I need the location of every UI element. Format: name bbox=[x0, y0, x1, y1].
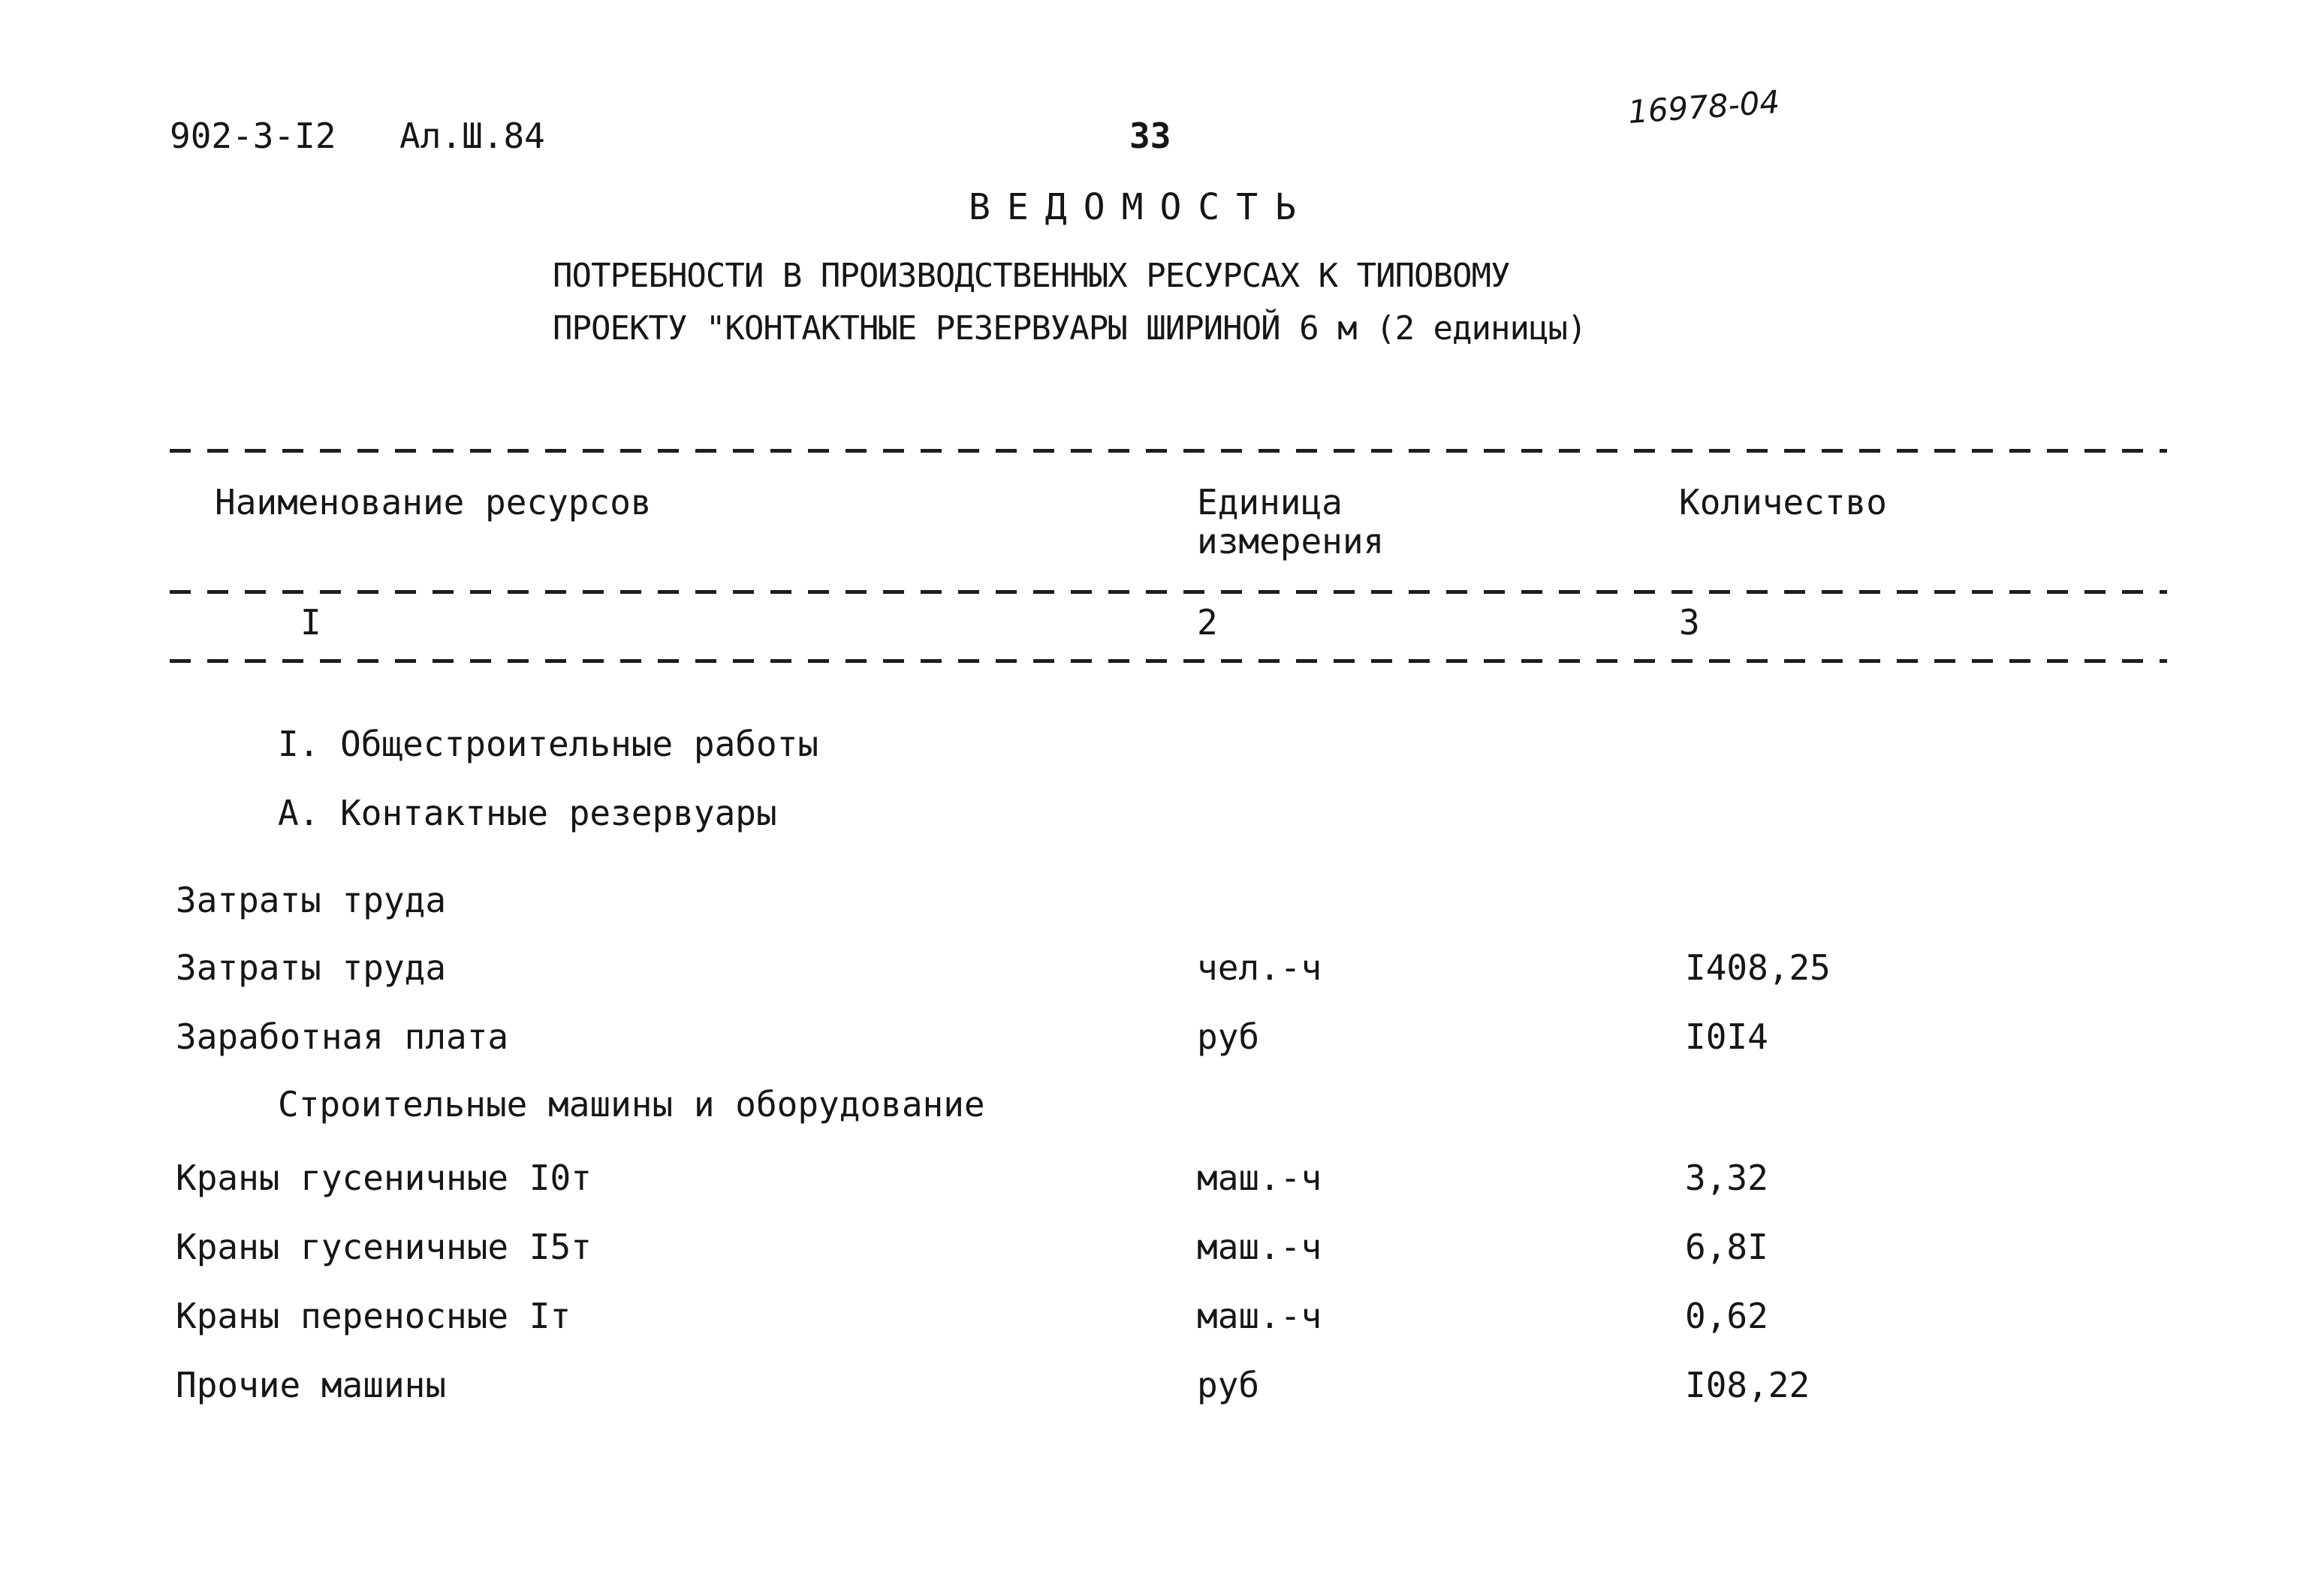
page-number: 33 bbox=[1129, 116, 1171, 156]
header-divider bbox=[170, 590, 2167, 594]
row-name: Прочие машины bbox=[176, 1365, 447, 1405]
header-unit-line-2: измерения bbox=[1197, 521, 1385, 562]
row-name: Краны переносные Iт bbox=[176, 1296, 571, 1336]
row-quantity: I08,22 bbox=[1685, 1365, 1810, 1405]
subsection-heading: А. Контактные резервуары bbox=[278, 793, 777, 833]
handwritten-stamp: 16978-04 bbox=[1626, 83, 1781, 131]
row-unit: руб bbox=[1197, 1016, 1260, 1057]
column-number-2: 2 bbox=[1197, 602, 1218, 643]
column-number-divider bbox=[170, 659, 2167, 663]
header-name: Наименование ресурсов bbox=[215, 482, 652, 522]
row-quantity: I0I4 bbox=[1685, 1016, 1768, 1057]
machines-subheading: Строительные машины и оборудование bbox=[278, 1084, 985, 1125]
row-unit: маш.-ч bbox=[1197, 1158, 1322, 1198]
row-name: Заработная плата bbox=[176, 1016, 509, 1057]
row-quantity: 3,32 bbox=[1685, 1158, 1768, 1198]
page-title: ВЕДОМОСТЬ bbox=[969, 186, 1313, 228]
header-quantity: Количество bbox=[1679, 482, 1887, 522]
subtitle-line-1: ПОТРЕБНОСТИ В ПРОИЗВОДСТВЕННЫХ РЕСУРСАХ К ТИПОВОМУ bbox=[553, 257, 1510, 295]
column-number-3: 3 bbox=[1679, 602, 1700, 643]
row-name: Краны гусеничные I5т bbox=[176, 1227, 592, 1267]
row-unit: маш.-ч bbox=[1197, 1227, 1322, 1267]
section-heading: I. Общестроительные работы bbox=[278, 724, 819, 764]
row-unit: руб bbox=[1197, 1365, 1260, 1405]
row-unit: маш.-ч bbox=[1197, 1296, 1322, 1336]
column-number-1: I bbox=[300, 602, 321, 643]
row-quantity: 0,62 bbox=[1685, 1296, 1768, 1336]
subtitle-line-2: ПРОЕКТУ "КОНТАКТНЫЕ РЕЗЕРВУАРЫ ШИРИНОЙ 6 м (2 единицы) bbox=[553, 309, 1587, 348]
row-name: Краны гусеничные I0т bbox=[176, 1158, 592, 1198]
album-number: Ал.Ш.84 bbox=[399, 116, 545, 156]
group-label: Затраты труда bbox=[176, 880, 447, 920]
row-name: Затраты труда bbox=[176, 947, 447, 988]
table-top-divider bbox=[170, 449, 2167, 453]
row-unit: чел.-ч bbox=[1197, 947, 1322, 988]
row-quantity: 6,8I bbox=[1685, 1227, 1768, 1267]
document-code: 902-3-I2 bbox=[170, 116, 336, 156]
row-quantity: I408,25 bbox=[1685, 947, 1831, 988]
header-unit-line-1: Единица bbox=[1197, 482, 1343, 522]
